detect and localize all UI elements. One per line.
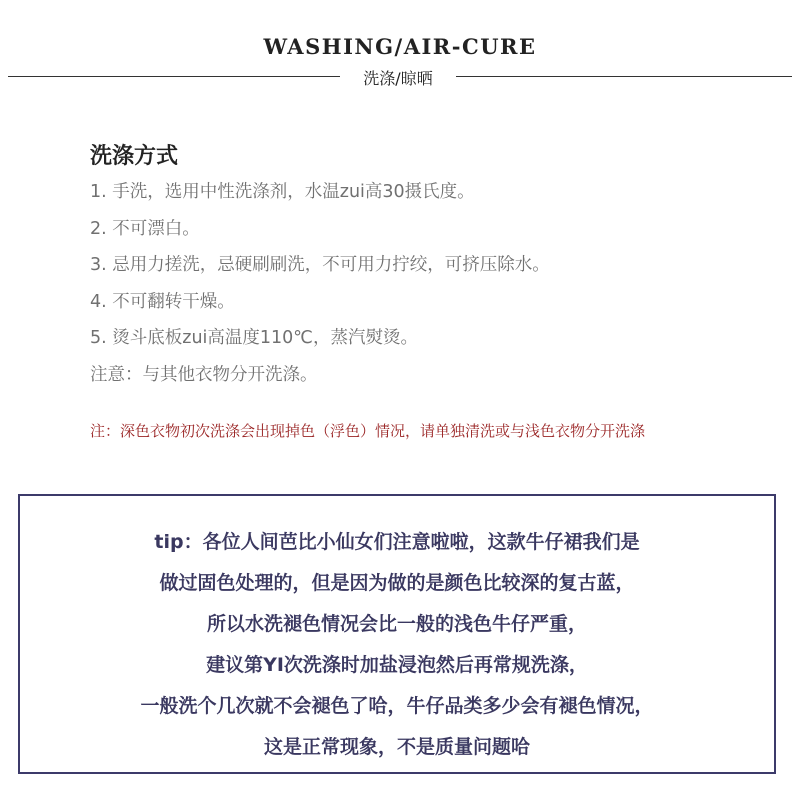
washing-item: 注意：与其他衣物分开洗涤。 bbox=[90, 364, 318, 385]
washing-item: 1. 手洗，选用中性洗涤剂，水温zui高30摄氏度。 bbox=[90, 182, 475, 202]
header-subtitle: 洗涤/晾晒 bbox=[363, 69, 433, 88]
header-divider-left bbox=[8, 76, 340, 77]
tip-line: 这是正常现象，不是质量问题哈 bbox=[263, 736, 530, 758]
tip-box bbox=[18, 494, 776, 774]
washing-item: 3. 忌用力搓洗，忌硬刷刷洗，不可用力拧绞，可挤压除水。 bbox=[90, 255, 550, 275]
tip-line: 做过固色处理的，但是因为做的是颜色比较深的复古蓝， bbox=[159, 572, 635, 594]
tip-line: 建议第YI次洗涤时加盐浸泡然后再常规洗涤， bbox=[206, 654, 588, 676]
washing-item: 5. 烫斗底板zui高温度110℃，蒸汽熨烫。 bbox=[90, 328, 418, 348]
washing-item: 2. 不可漂白。 bbox=[90, 218, 200, 239]
washing-list bbox=[90, 174, 770, 393]
color-fade-note: 注：深色衣物初次洗涤会出现掉色（浮色）情况，请单独清洗或与浅色衣物分开洗涤 bbox=[90, 422, 646, 440]
washing-item: 4. 不可翻转干燥。 bbox=[90, 291, 235, 312]
tip-line: tip：各位人间芭比小仙女们注意啦啦，这款牛仔裙我们是 bbox=[154, 531, 640, 553]
washing-heading: 洗涤方式 bbox=[90, 144, 179, 169]
tip-lines bbox=[20, 522, 774, 768]
header-divider-right bbox=[456, 76, 792, 77]
washing-instructions bbox=[90, 140, 770, 393]
tip-line: 所以水洗褪色情况会比一般的浅色牛仔严重， bbox=[206, 613, 587, 635]
tip-line: 一般洗个几次就不会褪色了哈，牛仔品类多少会有褪色情况， bbox=[140, 695, 654, 717]
header-title: WASHING/AIR-CURE bbox=[263, 34, 537, 59]
